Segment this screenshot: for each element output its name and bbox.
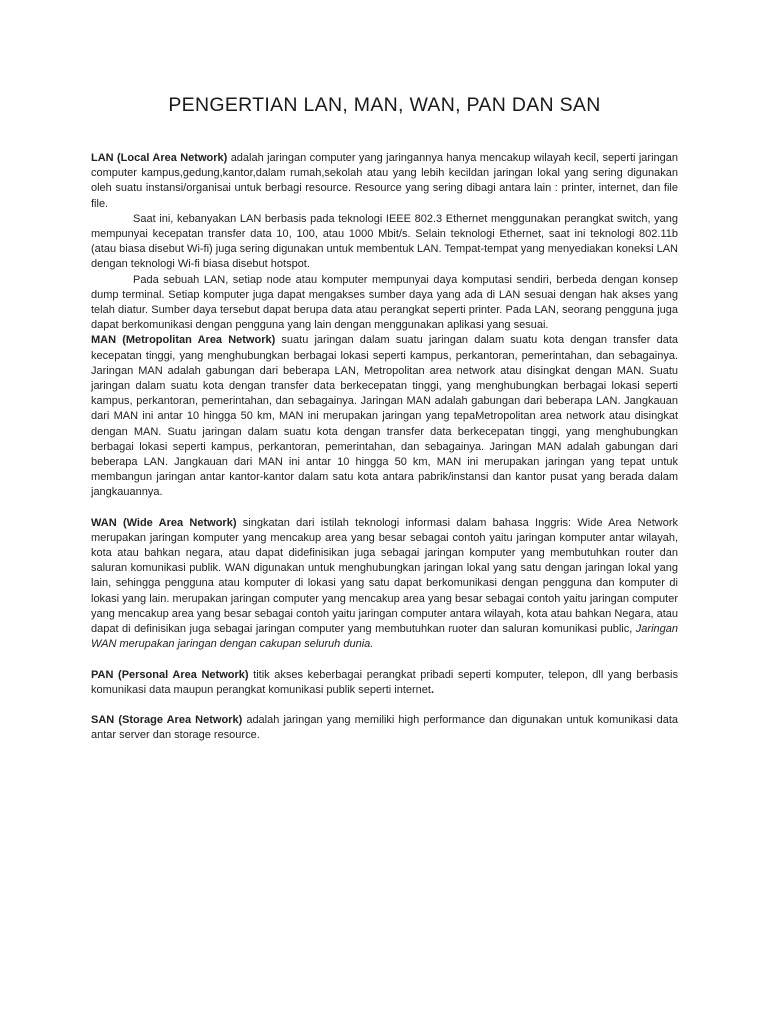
man-paragraph — [91, 333, 678, 500]
lan-term: LAN (Local Area Network) — [91, 152, 228, 164]
lan-definition: adalah jaringan computer yang jaringannya hanya mencakup wilayah kecil, seperti jaringan computer kampus,gedung,kantor,dalam rumah,sekolah atau yang lebih kecildan jaringan lokal yang sering digunakan oleh suatu instansi/organisai untuk berbagi resource. Resource yang sering dibagi antara lain : printer, internet, dan file file. — [91, 152, 678, 210]
wan-term: WAN (Wide Area Network) — [91, 516, 237, 529]
wan-paragraph — [91, 516, 678, 653]
san-term: SAN (Storage Area Network) — [91, 713, 243, 726]
wan-italic-statement: Jaringan WAN merupakan jaringan dengan cakupan seluruh dunia. — [91, 623, 678, 651]
pan-term: PAN (Personal Area Network) — [91, 668, 249, 681]
lan-paragraph-2: Saat ini, kebanyakan LAN berbasis pada teknologi IEEE 802.3 Ethernet menggunakan perangkat switch, yang mempunyai kecepatan transfer data 10, 100, atau 1000 Mbit/s. Selain teknologi Ethernet, saat ini teknologi 802.11b (atau biasa disebut Wi-fi) juga sering digunakan untuk membentuk LAN. Tempat-tempat yang menyediakan koneksi LAN dengan teknologi Wi-fi biasa disebut hotspot. — [91, 212, 678, 271]
san-definition: adalah jaringan yang memiliki high performance dan digunakan untuk komunikasi data antar server dan storage resource. — [91, 713, 678, 742]
document-title: PENGERTIAN LAN, MAN, WAN, PAN DAN SAN — [168, 94, 601, 116]
pan-definition: titik akses keberbagai perangkat pribadi seperti komputer, telepon, dll yang berbasis komunikasi data maupun perangkat komunikasi publik seperti internet — [91, 668, 678, 696]
lan-paragraph — [91, 151, 678, 212]
document-page — [91, 0, 678, 743]
man-term: MAN (Metropolitan Area Network) — [91, 334, 276, 347]
document-body — [91, 151, 678, 743]
pan-paragraph — [91, 668, 678, 698]
man-definition: suatu jaringan dalam suatu jaringan dalam suatu kota dengan transfer data kecepatan tinggi, yang menghubungkan berbagai lokasi seperti kampus, perkantoran, pemerintahan, dan sebagainya. Jaringan MAN adalah gabungan dari beberapa LAN, Metropolitan area network atau disingkat dengan MAN. Suatu jaringan dalam suatu kota dengan transfer data berkecepatan tinggi, yang menghubungkan berbagai lokasi seperti kampus, perkantoran, pemerintahan, dan sebagainya. Jaringan MAN adalah gabungan dari beberapa LAN. Jangkauan dari MAN ini antar 10 hingga 50 km, MAN ini merupakan jaringan yang tepaMetropolitan area network atau disingkat dengan MAN. Suatu jaringan dalam suatu kota dengan transfer data berkecepatan tinggi, yang menghubungkan berbagai lokasi seperti kampus, perkantoran, pemerintahan, dan sebagainya. Jaringan MAN adalah gabungan dari beberapa LAN. Jangkauan dari MAN ini antar 10 hingga 50 km, MAN ini merupakan jaringan yang tepat untuk membangun jaringan antar kantor-kantor dalam satu kota antara pabrik/instansi dan kantor pusat yang berada dalam jangkauannya. — [91, 334, 678, 499]
wan-definition: singkatan dari istilah teknologi informasi dalam bahasa Inggris: Wide Area Network merupakan jaringan komputer yang mencakup area yang besar sebagai contoh yaitu jaringan komputer antar wilayah, kota atau bahkan negara, atau dapat didefinisikan juga sebagai jaringan komputer yang membutuhkan router dan saluran komunikasi publik. WAN digunakan untuk menghubungkan jaringan lokal yang satu dengan jaringan lokal yang lain, sehingga pengguna atau komputer di lokasi yang satu dapat berkomunikasi dengan pengguna dan komputer di lokasi yang lain. merupakan jaringan computer yang mencakup area yang besar sebagai contoh yaitu jaringan computer yang mencakup area yang besar sebagai contoh yaitu jaringan computer antara wilayah, kota atau bahkan Negara, atau dapat di definisikan juga sebagai jaringan computer yang membutuhkan ruoter dan saluran komunikasi public, — [91, 516, 678, 636]
san-paragraph — [91, 713, 678, 743]
lan-paragraph-3: Pada sebuah LAN, setiap node atau komputer mempunyai daya komputasi sendiri, berbeda dengan konsep dump terminal. Setiap komputer juga dapat mengakses sumber daya yang ada di LAN sesuai dengan hak akses yang telah diatur. Sumber daya tersebut dapat berupa data atau perangkat seperti printer. Pada LAN, seorang pengguna juga dapat berkomunikasi dengan pengguna yang lain dengan menggunakan aplikasi yang sesuai. — [91, 273, 678, 332]
pan-end-period: . — [430, 683, 435, 696]
